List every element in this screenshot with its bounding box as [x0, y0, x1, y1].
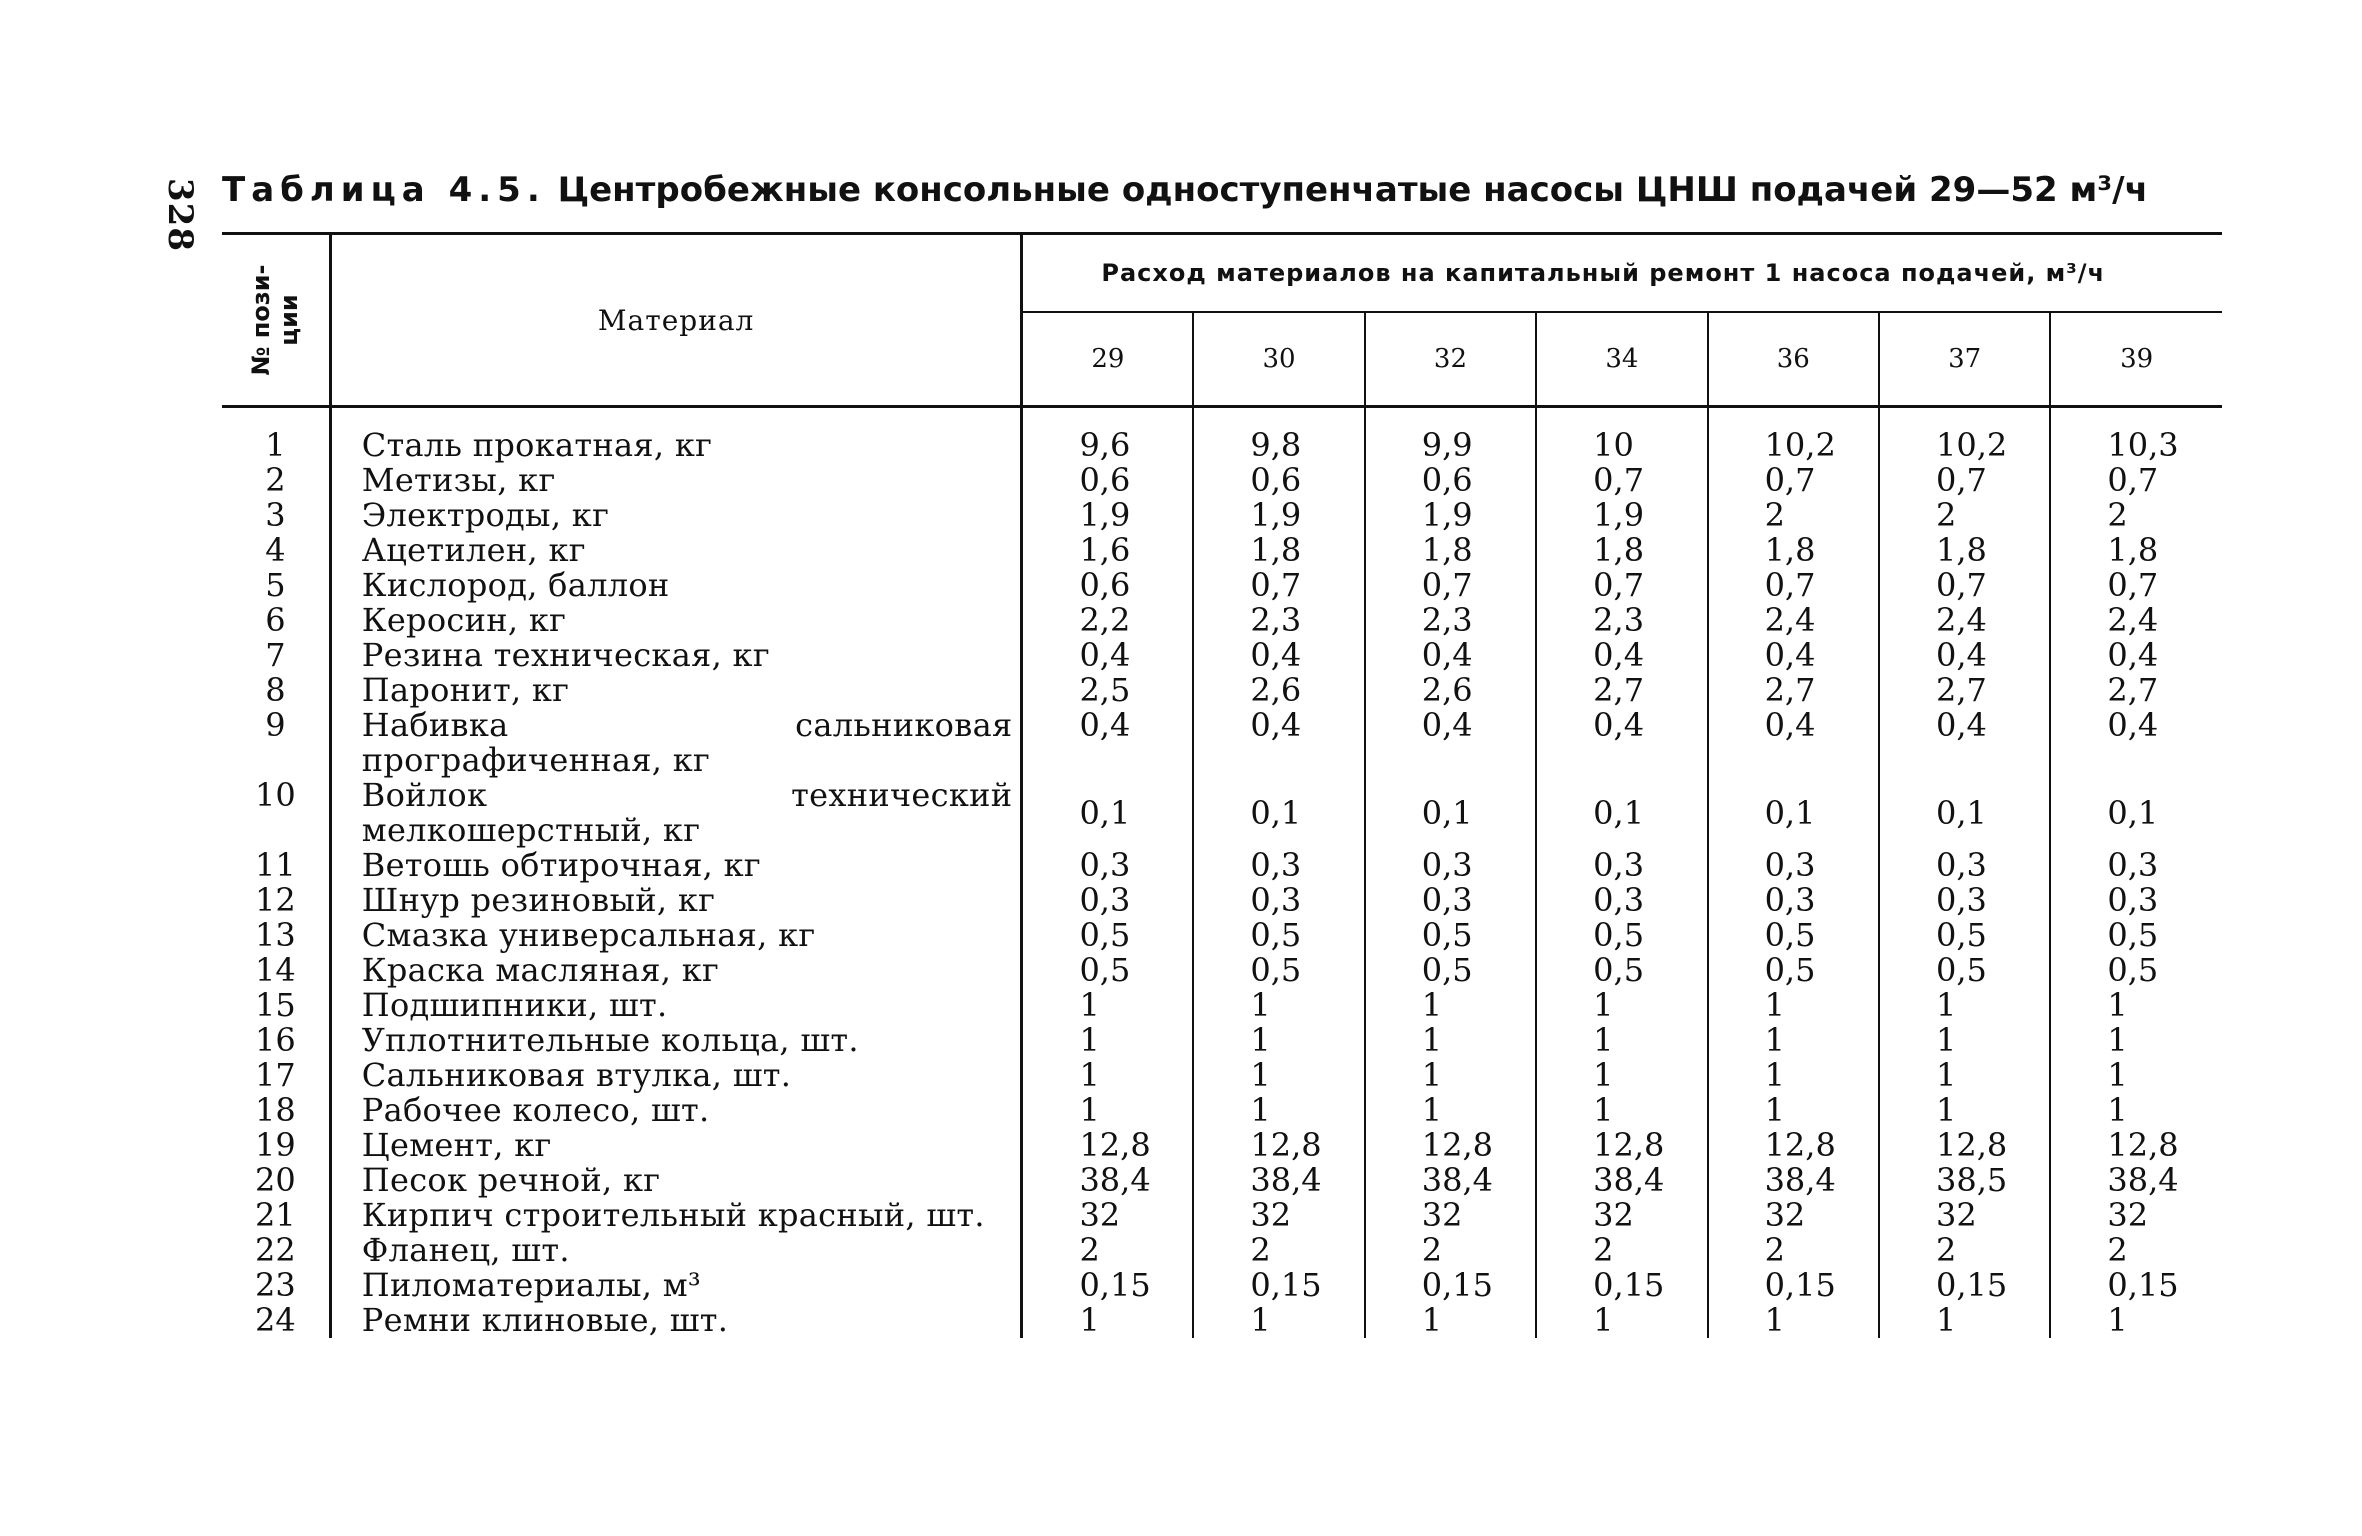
table-row [222, 883, 2222, 918]
value-cell: 0,3 [1708, 848, 1879, 883]
value-cell: 1,9 [1536, 498, 1707, 533]
value-cell: 0,7 [2050, 463, 2222, 498]
value-cell: 0,1 [1365, 778, 1536, 848]
material-cell: Кислород, баллон [330, 568, 1022, 603]
value-cell: 0,1 [1079, 793, 1131, 832]
table-row [222, 1268, 2222, 1303]
flow-rate-column-header: 29 [1022, 312, 1193, 407]
value-cell: 0,3 [2050, 883, 2222, 918]
material-cell: Рабочее колесо, шт. [330, 1093, 1022, 1128]
value-cell: 1,8 [2050, 533, 2222, 568]
value-cell: 0,7 [1536, 568, 1707, 603]
table-header [222, 234, 2222, 407]
value-cell: 0,3 [1536, 848, 1707, 883]
value-cell: 10 [1536, 428, 1707, 463]
flow-rate-column-header: 39 [2050, 312, 2222, 407]
value-cell: 2,7 [1708, 673, 1879, 708]
value-cell: 1,8 [1708, 533, 1879, 568]
value-cell: 1,9 [1193, 498, 1364, 533]
value-cell: 1 [1193, 1093, 1364, 1128]
value-cell: 1 [1365, 1058, 1536, 1093]
value-cell: 32 [1536, 1198, 1707, 1233]
value-cell: 0,15 [2050, 1268, 2222, 1303]
position-cell: 5 [222, 568, 330, 603]
position-cell: 23 [222, 1268, 330, 1303]
value-cell: 38,4 [2050, 1163, 2222, 1198]
material-cell: Уплотнительные кольца, шт. [330, 1023, 1022, 1058]
value-cell: 2 [1536, 1233, 1707, 1268]
position-cell: 24 [222, 1303, 330, 1338]
position-cell: 22 [222, 1233, 330, 1268]
value-cell: 0,3 [2050, 848, 2222, 883]
value-cell: 0,3 [1079, 881, 1131, 919]
table-title [222, 170, 2262, 210]
value-cell: 1 [1879, 988, 2050, 1023]
value-cell: 0,4 [2050, 708, 2222, 778]
material-cell: Смазка универсальная, кг [330, 918, 1022, 953]
value-cell: 32 [1879, 1198, 2050, 1233]
value-cell: 32 [1079, 1196, 1121, 1234]
table-row [222, 603, 2222, 638]
value-cell: 1 [1879, 1023, 2050, 1058]
material-cell: Сталь прокатная, кг [330, 428, 1022, 463]
value-cell: 0,5 [1193, 918, 1364, 953]
value-cell: 0,4 [1536, 708, 1707, 778]
table-row [222, 918, 2222, 953]
value-cell: 1 [1193, 1303, 1364, 1338]
value-cell: 1 [1536, 1058, 1707, 1093]
value-cell: 32 [1365, 1198, 1536, 1233]
value-cell: 9,9 [1365, 428, 1536, 463]
value-cell: 1 [1193, 988, 1364, 1023]
value-cell: 0,15 [1193, 1268, 1364, 1303]
material-cell: Цемент, кг [330, 1128, 1022, 1163]
value-cell: 1 [1536, 1303, 1707, 1338]
value-cell: 1,6 [1079, 531, 1131, 569]
value-cell: 0,15 [1365, 1268, 1536, 1303]
value-cell: 12,8 [2050, 1128, 2222, 1163]
value-cell: 1 [1536, 1023, 1707, 1058]
value-cell: 1 [2050, 1303, 2222, 1338]
material-cell: Керосин, кг [330, 603, 1022, 638]
flow-rate-column-header: 34 [1536, 312, 1707, 407]
value-cell: 1,9 [1079, 496, 1131, 534]
position-cell: 11 [222, 848, 330, 883]
table-row [222, 1128, 2222, 1163]
materials-table-wrapper [222, 232, 2222, 1338]
table-row [222, 463, 2222, 498]
material-cell: Ремни клиновые, шт. [330, 1303, 1022, 1338]
material-cell: Сальниковая втулка, шт. [330, 1058, 1022, 1093]
value-cell: 2 [1708, 498, 1879, 533]
value-cell: 0,7 [1879, 568, 2050, 603]
table-row [222, 953, 2222, 988]
value-cell: 10,2 [1879, 428, 2050, 463]
value-cell: 1 [1079, 986, 1100, 1024]
value-cell: 0,3 [1365, 848, 1536, 883]
value-cell: 1,9 [1365, 498, 1536, 533]
value-cell: 0,3 [1365, 883, 1536, 918]
value-cell: 0,4 [1365, 638, 1536, 673]
value-cell: 0,1 [1536, 778, 1707, 848]
value-cell: 1 [2050, 1093, 2222, 1128]
value-cell: 1 [1708, 1058, 1879, 1093]
value-cell: 12,8 [1365, 1128, 1536, 1163]
value-cell: 1 [1365, 1023, 1536, 1058]
position-cell: 12 [222, 883, 330, 918]
value-cell: 0,5 [1536, 953, 1707, 988]
value-cell: 1 [1365, 988, 1536, 1023]
position-cell: 18 [222, 1093, 330, 1128]
value-cell: 1 [2050, 1023, 2222, 1058]
table-row [222, 988, 2222, 1023]
value-cell: 0,4 [1879, 638, 2050, 673]
position-cell: 4 [222, 533, 330, 568]
value-cell: 32 [1708, 1198, 1879, 1233]
value-cell: 12,8 [1536, 1128, 1707, 1163]
position-cell: 9 [222, 708, 330, 778]
value-cell: 1 [1365, 1093, 1536, 1128]
value-cell: 38,4 [1365, 1163, 1536, 1198]
material-cell: Шнур резиновый, кг [330, 883, 1022, 918]
value-cell: 1 [1079, 1301, 1100, 1339]
table-row [222, 533, 2222, 568]
material-cell: Песок речной, кг [330, 1163, 1022, 1198]
position-cell: 14 [222, 953, 330, 988]
value-cell: 0,4 [1193, 638, 1364, 673]
value-cell: 0,7 [2050, 568, 2222, 603]
value-cell: 0,4 [1365, 708, 1536, 778]
position-cell: 13 [222, 918, 330, 953]
material-cell: Ацетилен, кг [330, 533, 1022, 568]
value-cell: 1 [1708, 1303, 1879, 1338]
value-cell: 2 [1708, 1233, 1879, 1268]
value-cell: 0,6 [1079, 566, 1131, 604]
table-row [222, 848, 2222, 883]
material-cell: Фланец, шт. [330, 1233, 1022, 1268]
value-cell: 0,15 [1879, 1268, 2050, 1303]
value-cell: 0,3 [1879, 883, 2050, 918]
value-cell: 32 [1193, 1198, 1364, 1233]
table-row [222, 673, 2222, 708]
value-cell: 0,5 [1079, 916, 1131, 954]
value-cell: 1 [1536, 1093, 1707, 1128]
value-cell: 0,7 [1536, 463, 1707, 498]
value-cell: 0,4 [1879, 708, 2050, 778]
value-cell: 0,3 [1536, 883, 1707, 918]
value-cell: 0,5 [1879, 918, 2050, 953]
position-cell: 1 [222, 428, 330, 463]
consumption-group-header: Расход материалов на капитальный ремонт 1 насоса подачей, м³/ч [1022, 234, 2222, 313]
value-cell: 2,3 [1193, 603, 1364, 638]
value-cell: 0,4 [2050, 638, 2222, 673]
value-cell: 12,8 [1879, 1128, 2050, 1163]
value-cell: 1 [1079, 1091, 1100, 1129]
position-cell: 17 [222, 1058, 330, 1093]
value-cell: 38,4 [1536, 1163, 1707, 1198]
value-cell: 9,6 [1079, 426, 1131, 464]
value-cell: 1,8 [1879, 533, 2050, 568]
value-cell: 2,2 [1079, 601, 1131, 639]
value-cell: 0,5 [1708, 918, 1879, 953]
position-cell: 10 [222, 778, 330, 848]
material-cell: Кирпич строительный красный, шт. [330, 1198, 1022, 1233]
value-cell: 0,7 [1879, 463, 2050, 498]
value-cell: 0,5 [1708, 953, 1879, 988]
value-cell: 2,6 [1365, 673, 1536, 708]
value-cell: 0,4 [1079, 636, 1131, 674]
value-cell: 0,4 [1536, 638, 1707, 673]
value-cell: 2 [2050, 1233, 2222, 1268]
flow-rate-column-header: 36 [1708, 312, 1879, 407]
value-cell: 2 [1879, 1233, 2050, 1268]
position-cell: 8 [222, 673, 330, 708]
material-cell: Пиломатериалы, м³ [330, 1268, 1022, 1303]
value-cell: 32 [2050, 1198, 2222, 1233]
value-cell: 2 [1079, 1231, 1100, 1269]
value-cell: 0,5 [2050, 953, 2222, 988]
position-cell: 20 [222, 1163, 330, 1198]
table-title-lead: Таблица 4.5. [222, 170, 546, 210]
value-cell: 0,4 [1193, 708, 1364, 778]
table-row [222, 498, 2222, 533]
position-header-text: № пози- ции [247, 264, 303, 376]
table-row [222, 1233, 2222, 1268]
value-cell: 2,4 [2050, 603, 2222, 638]
value-cell: 0,3 [1193, 883, 1364, 918]
value-cell: 0,7 [1708, 463, 1879, 498]
value-cell: 2,4 [1879, 603, 2050, 638]
material-cell: Паронит, кг [330, 673, 1022, 708]
page-number: 328 [160, 178, 200, 252]
value-cell: 2,4 [1708, 603, 1879, 638]
value-cell: 9,8 [1193, 428, 1364, 463]
table-row [222, 778, 2222, 848]
value-cell: 0,6 [1079, 461, 1131, 499]
value-cell: 0,6 [1193, 463, 1364, 498]
value-cell: 0,5 [1536, 918, 1707, 953]
material-cell: Резина техническая, кг [330, 638, 1022, 673]
value-cell: 0,5 [1365, 953, 1536, 988]
value-cell: 2,5 [1079, 671, 1131, 709]
material-cell: Набивка сальниковая прографиченная, кг [330, 708, 1022, 778]
value-cell: 0,3 [1879, 848, 2050, 883]
value-cell: 2 [1879, 498, 2050, 533]
position-cell: 21 [222, 1198, 330, 1233]
value-cell: 2,7 [1536, 673, 1707, 708]
value-cell: 0,6 [1365, 463, 1536, 498]
material-cell: Войлок технический мелкошерстный, кг [330, 778, 1022, 848]
value-cell: 2,3 [1536, 603, 1707, 638]
position-cell: 15 [222, 988, 330, 1023]
value-cell: 1 [1365, 1303, 1536, 1338]
material-cell: Краска масляная, кг [330, 953, 1022, 988]
value-cell: 0,5 [1193, 953, 1364, 988]
value-cell: 2 [2050, 498, 2222, 533]
position-cell: 16 [222, 1023, 330, 1058]
value-cell: 2 [1365, 1233, 1536, 1268]
value-cell: 1 [2050, 1058, 2222, 1093]
value-cell: 0,1 [1193, 778, 1364, 848]
spacer-row [222, 407, 2222, 429]
position-cell: 3 [222, 498, 330, 533]
value-cell: 10,2 [1708, 428, 1879, 463]
table-row [222, 1163, 2222, 1198]
value-cell: 12,8 [1193, 1128, 1364, 1163]
table-row [222, 1303, 2222, 1338]
flow-rate-column-header: 37 [1879, 312, 2050, 407]
value-cell: 10,3 [2050, 428, 2222, 463]
table-row [222, 708, 2222, 778]
value-cell: 0,3 [1193, 848, 1364, 883]
materials-table [222, 232, 2222, 1338]
value-cell: 0,1 [2050, 778, 2222, 848]
value-cell: 1 [1536, 988, 1707, 1023]
value-cell: 0,3 [1708, 883, 1879, 918]
table-row [222, 638, 2222, 673]
value-cell: 12,8 [1079, 1126, 1151, 1164]
value-cell: 2,6 [1193, 673, 1364, 708]
value-cell: 2,3 [1365, 603, 1536, 638]
value-cell: 12,8 [1708, 1128, 1879, 1163]
value-cell: 1 [1708, 1093, 1879, 1128]
value-cell: 38,4 [1708, 1163, 1879, 1198]
position-cell: 7 [222, 638, 330, 673]
value-cell: 0,4 [1708, 638, 1879, 673]
value-cell: 1 [1879, 1303, 2050, 1338]
value-cell: 2,7 [1879, 673, 2050, 708]
material-cell: Метизы, кг [330, 463, 1022, 498]
value-cell: 0,1 [1708, 778, 1879, 848]
table-row [222, 1058, 2222, 1093]
value-cell: 2,7 [2050, 673, 2222, 708]
position-cell: 2 [222, 463, 330, 498]
value-cell: 0,5 [1879, 953, 2050, 988]
value-cell: 1 [1879, 1058, 2050, 1093]
value-cell: 0,5 [2050, 918, 2222, 953]
value-cell: 38,4 [1193, 1163, 1364, 1198]
value-cell: 0,5 [1079, 951, 1131, 989]
material-cell: Электроды, кг [330, 498, 1022, 533]
value-cell: 1 [2050, 988, 2222, 1023]
position-cell: 19 [222, 1128, 330, 1163]
material-cell: Подшипники, шт. [330, 988, 1022, 1023]
table-body [222, 407, 2222, 1339]
value-cell: 0,4 [1708, 708, 1879, 778]
table-row [222, 568, 2222, 603]
material-header: Материал [330, 234, 1022, 407]
value-cell: 0,4 [1079, 706, 1131, 744]
value-cell: 1 [1193, 1058, 1364, 1093]
value-cell: 1 [1879, 1093, 2050, 1128]
value-cell: 1,8 [1365, 533, 1536, 568]
value-cell: 0,1 [1879, 778, 2050, 848]
value-cell: 0,15 [1708, 1268, 1879, 1303]
position-cell: 6 [222, 603, 330, 638]
value-cell: 1 [1193, 1023, 1364, 1058]
table-row [222, 1198, 2222, 1233]
value-cell: 0,7 [1365, 568, 1536, 603]
table-row [222, 428, 2222, 463]
material-cell: Ветошь обтирочная, кг [330, 848, 1022, 883]
value-cell: 1 [1708, 1023, 1879, 1058]
value-cell: 0,3 [1079, 846, 1131, 884]
value-cell: 0,7 [1193, 568, 1364, 603]
value-cell: 0,7 [1708, 568, 1879, 603]
value-cell: 0,5 [1365, 918, 1536, 953]
position-header [222, 234, 330, 407]
table-row [222, 1023, 2222, 1058]
flow-rate-column-header: 30 [1193, 312, 1364, 407]
table-row [222, 1093, 2222, 1128]
value-cell: 2 [1193, 1233, 1364, 1268]
flow-rate-column-header: 32 [1365, 312, 1536, 407]
table-title-text: Центробежные консольные одноступенчатые насосы ЦНШ подачей 29—52 м³/ч [557, 170, 2148, 210]
value-cell: 1 [1079, 1056, 1100, 1094]
value-cell: 1,8 [1536, 533, 1707, 568]
value-cell: 1 [1079, 1021, 1100, 1059]
value-cell: 38,4 [1079, 1161, 1151, 1199]
value-cell: 38,5 [1879, 1163, 2050, 1198]
value-cell: 1,8 [1193, 533, 1364, 568]
value-cell: 0,15 [1079, 1266, 1151, 1304]
value-cell: 0,15 [1536, 1268, 1707, 1303]
value-cell: 1 [1708, 988, 1879, 1023]
